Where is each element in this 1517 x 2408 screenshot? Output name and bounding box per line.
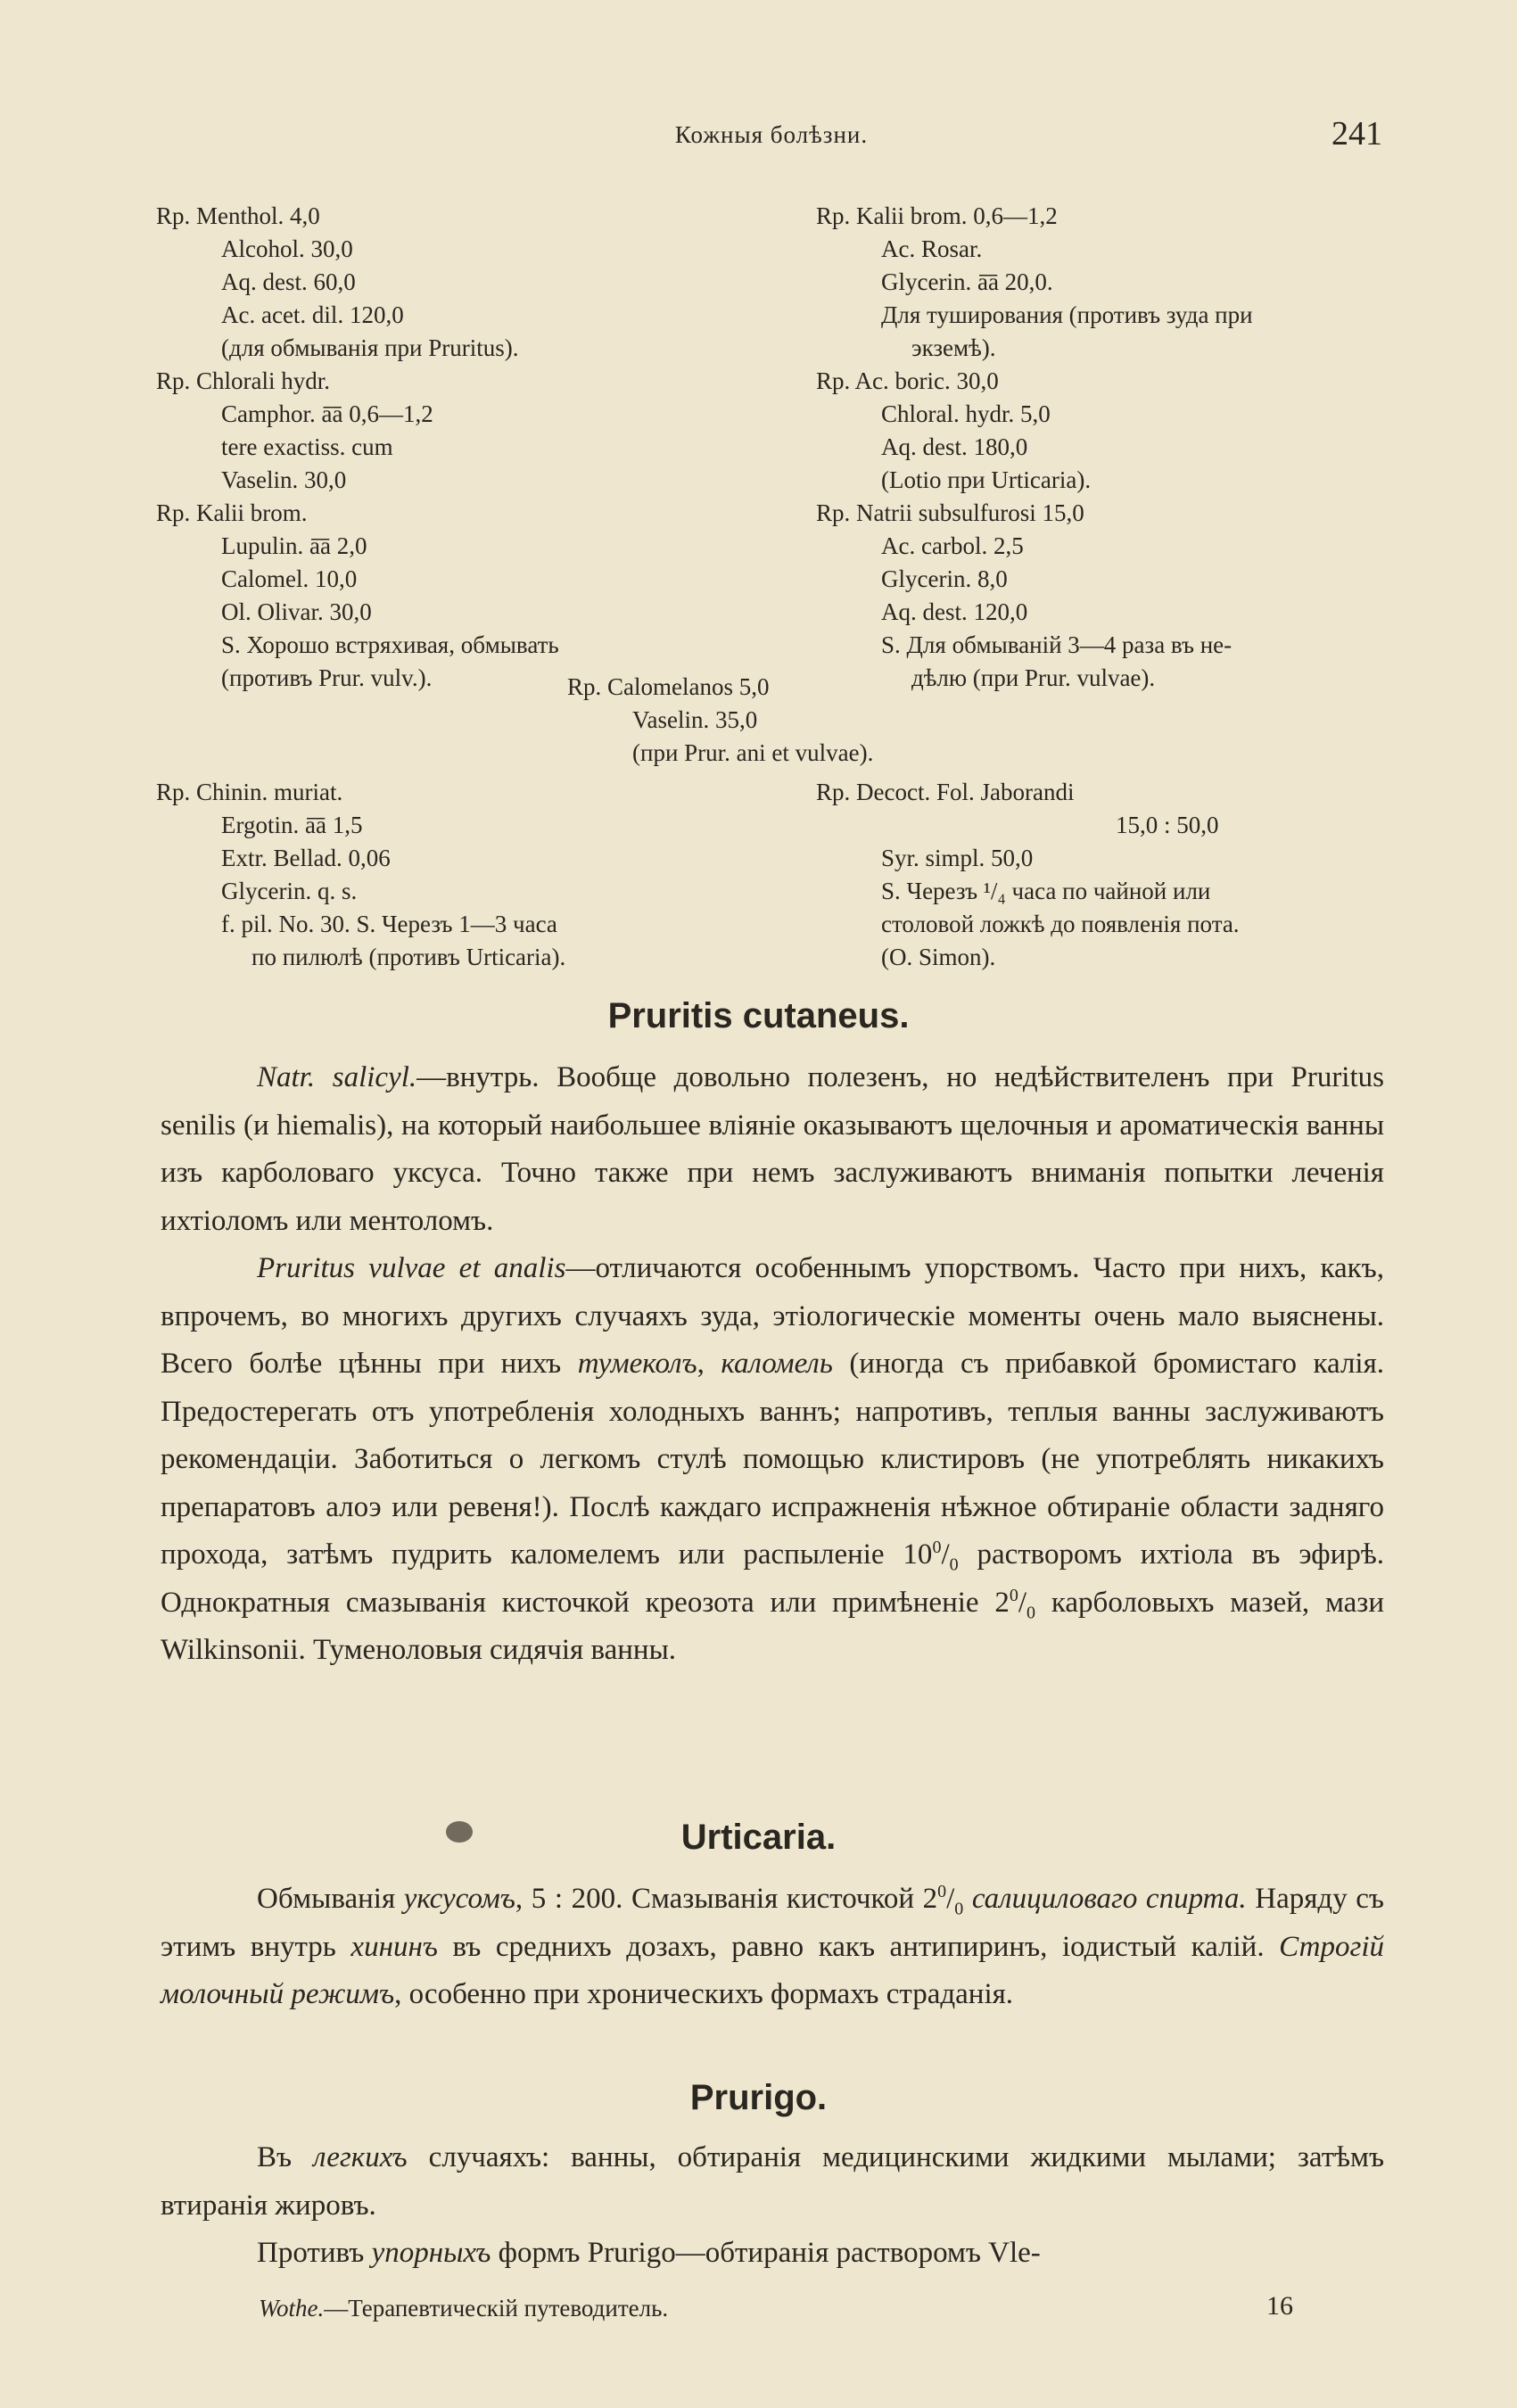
rx-line: Chloral. hydr. 5,0 [881, 400, 1051, 427]
rx-line: Rp. Decoct. Fol. Jaborandi [816, 779, 1075, 805]
rx-line: S. Черезъ ¹/₄ часа по чайной или [881, 878, 1211, 904]
rx-line: Glycerin. 8,0 [881, 565, 1008, 592]
drug-name: Natr. salicyl. [257, 1061, 417, 1093]
paragraph-text: Противъ [257, 2237, 372, 2269]
percent-sup: 0 [937, 1882, 947, 1901]
rx-line: столовой ложкѣ до появленія пота. [881, 911, 1240, 937]
rx-column-left-top [156, 200, 780, 695]
paragraph-text: , [697, 1348, 721, 1380]
term: упорныхъ [371, 2237, 491, 2269]
rx-line: Rp. Calomelanos 5,0 [567, 673, 770, 700]
rx-line: Ac. acet. dil. 120,0 [221, 301, 404, 328]
paragraph: Обмыванія уксусомъ, 5 : 200. Смазыванія кисточкой $2^0/_0$ салициловаго спирта. Наряду съ этимъ внутрь хининъ въ среднихъ дозахъ, равно какъ антипиринъ, іодистый калій. Строгій молочный режимъ, особенно при хроническихъ формахъ страданія. [161, 1882, 1385, 2010]
paragraph-text: карболовыхъ мазей, мази Wilkinsonii. Туменоловыя сидячія ванны. [161, 1586, 1384, 1666]
term: каломель [721, 1348, 833, 1380]
rx-line: Alcohol. 30,0 [221, 235, 353, 262]
rx-line: (при Prur. ani et vulvae). [632, 739, 874, 766]
prescription [816, 200, 1387, 365]
rx-line: Ol. Olivar. 30,0 [221, 598, 372, 625]
rx-line: Rp. Kalii brom. [156, 499, 308, 526]
term: тумеколъ [577, 1348, 697, 1380]
term: легкихъ [313, 2141, 408, 2173]
rx-column-right-top [816, 200, 1387, 695]
paragraph-text: —внутрь. Вообще довольно полезенъ, но недѣйствителенъ при Pruritus senilis (и hiemalis), на который наибольшее вліяніе оказываютъ щелочныя и ароматическія ванны изъ карболоваго уксуса. Точно также при немъ заслуживаютъ вниманія попытки леченія ихтіоломъ или ментоломъ. [161, 1061, 1384, 1237]
paragraph-text: случаяхъ: ванны, обтиранія медицинскими жидкими мылами; затѣмъ втиранія жировъ. [161, 2141, 1385, 2222]
rx-line: 15,0 : 50,0 [1116, 812, 1219, 838]
rx-line: f. pil. No. 30. S. Черезъ 1—3 часа [221, 911, 557, 937]
rx-line: Glycerin. q. s. [221, 878, 358, 904]
rx-column-left-bottom [156, 776, 780, 974]
rx-line: (противъ Prur. vulv.). [221, 664, 433, 691]
rx-line: Rp. Chinin. muriat. [156, 779, 343, 805]
rx-line: Для туширования (противъ зуда при [881, 301, 1253, 328]
rx-line: дѣлю (при Prur. vulvae). [911, 664, 1156, 691]
rx-line: Glycerin. ā̄ā 20,0. [881, 268, 1053, 295]
section-body-prurigo [161, 2134, 1384, 2278]
rx-line: Aq. dest. 180,0 [881, 433, 1028, 460]
rx-column-right-bottom [816, 776, 1387, 974]
paragraph [161, 1054, 1384, 1245]
paragraph-text: формъ Prurigo—обтиранія растворомъ Vle- [491, 2237, 1041, 2269]
paragraph-text: —отличаются особеннымъ упорствомъ. Часто при нихъ, какъ, впрочемъ, во многихъ другихъ случаяхъ зуда, этіологическіе моменты очень мало выяснены. Всего болѣе цѣнны при нихъ [161, 1252, 1384, 1380]
rx-line: по пилюлѣ (противъ Urticaria). [251, 944, 566, 970]
rx-line: Calomel. 10,0 [221, 565, 358, 592]
section-heading-urticaria: Urticaria. [680, 1818, 837, 1857]
rx-line: Lupulin. ā̄ā 2,0 [221, 532, 367, 559]
running-head [161, 114, 1382, 159]
rx-center [567, 671, 1013, 770]
term: Pruritus vulvae et analis [257, 1252, 566, 1284]
rx-line: Rp. Chlorali hydr. [156, 367, 330, 394]
rx-line: Rp. Natrii subsulfurosi 15,0 [816, 499, 1084, 526]
prescription [156, 365, 780, 497]
term: салициловаго спирта. [963, 1883, 1247, 1915]
paragraph-text: , 5 : 200. Смазыванія кисточкой 2 [515, 1883, 938, 1915]
term: хининъ [350, 1930, 438, 1963]
paragraph [161, 2230, 1384, 2278]
rx-line: (Lotio при Urticaria). [881, 466, 1092, 493]
term: Строгій молочный режимъ [161, 1930, 1384, 2010]
paragraph-text: въ среднихъ дозахъ, равно какъ антипиринъ, іодистый калій. [437, 1930, 1280, 1963]
percent-sub: 0 [954, 1899, 964, 1919]
footer [259, 2291, 1293, 2322]
prescription [156, 497, 780, 695]
paragraph-text: (иногда съ прибавкой бромистаго калія. Предостерегать отъ употребленія холодныхъ ваннъ; напротивъ, теплыя ванны заслуживаютъ рекомендаціи. Заботиться о легкомъ стулѣ помощью клистировъ (не употреблять никакихъ препаратовъ алоэ или ревеня!). Послѣ каждаго испражненія нѣжное обтираніе области задняго прохода, затѣмъ пудрить каломелемъ или распыленіе 10 [161, 1348, 1385, 1571]
paragraph [161, 2134, 1384, 2230]
rx-line: Ac. Rosar. [881, 235, 983, 262]
section-body-pruritus [161, 1054, 1384, 1675]
percent-sub: 0 [1026, 1603, 1036, 1623]
prescription [156, 200, 780, 365]
paragraph-text: Въ [257, 2141, 314, 2173]
section-heading-pruritus: Pruritis cutaneus. [607, 996, 910, 1035]
footer-author: Wothe. [259, 2295, 325, 2321]
percent-sub: 0 [949, 1554, 959, 1575]
page-number: 241 [1331, 115, 1382, 153]
rx-line: экземѣ). [911, 334, 996, 361]
percent-sup: 0 [932, 1538, 942, 1557]
section-heading-prurigo: Prurigo. [689, 2078, 828, 2117]
prescription [816, 497, 1387, 695]
prescription [816, 365, 1387, 497]
rx-line: Extr. Bellad. 0,06 [221, 845, 391, 871]
paragraph-text: Наряду съ этимъ внутрь [161, 1883, 1385, 1963]
running-title: Кожныя болѣзни. [674, 121, 869, 148]
rx-line: Camphor. ā̄ā 0,6—1,2 [221, 400, 433, 427]
paragraph-text: , особенно при хроническихъ формахъ страданія. [394, 1978, 1014, 2010]
rx-line: Vaselin. 35,0 [632, 706, 758, 733]
signature-mark: 16 [1266, 2291, 1293, 2321]
rx-line: Syr. simpl. 50,0 [881, 845, 1034, 871]
rx-line: S. Для обмываній 3—4 раза въ не- [881, 631, 1233, 658]
rx-line: Vaselin. 30,0 [221, 466, 347, 493]
paragraph-text: Обмыванія [257, 1883, 404, 1915]
rx-line: Rp. Kalii brom. 0,6—1,2 [816, 202, 1058, 229]
footer-title: —Терапевтическій путеводитель. [324, 2295, 669, 2321]
percent-sup: 0 [1009, 1585, 1018, 1605]
rx-line: (для обмыванія при Pruritus). [221, 334, 519, 361]
rx-line: Rp. Menthol. 4,0 [156, 202, 320, 229]
rx-line: Rp. Ac. boric. 30,0 [816, 367, 999, 394]
section-body-urticaria [161, 1876, 1384, 2019]
rx-line: Ac. carbol. 2,5 [881, 532, 1024, 559]
paragraph: Pruritus vulvae et analis—отличаются особеннымъ упорствомъ. Часто при нихъ, какъ, впрочемъ, во многихъ другихъ случаяхъ зуда, этіологическіе моменты очень мало выяснены. Всего болѣе цѣнны при нихъ тумеколъ, каломель (иногда съ прибавкой бромистаго калія. Предостерегать отъ употребленія холодныхъ ваннъ; напротивъ, теплыя ванны заслуживаютъ рекомендаціи. Заботиться о легкомъ стулѣ помощью клистировъ (не употреблять никакихъ препаратовъ алоэ или ревеня!). Послѣ каждаго испражненія нѣжное обтираніе области задняго прохода, затѣмъ пудрить каломелемъ или распыленіе $10^0/_0$ растворомъ ихтіола въ эфирѣ. Однократныя смазыванія кисточкой креозота или примѣненіе $2^0/_0$ карболовыхъ мазей, мази Wilkinsonii. Туменоловыя сидячія ванны. [161, 1252, 1385, 1666]
rx-line: Aq. dest. 60,0 [221, 268, 356, 295]
paragraph-text: растворомъ ихтіола въ эфирѣ. Однократныя смазыванія кисточкой креозота или примѣненіе 2 [161, 1538, 1384, 1619]
term: уксусомъ [403, 1883, 515, 1915]
rx-line: S. Хорошо встряхивая, обмывать [221, 631, 559, 658]
rx-line: (O. Simon). [881, 944, 996, 970]
rx-line: Aq. dest. 120,0 [881, 598, 1028, 625]
rx-line: tere exactiss. cum [221, 433, 393, 460]
rx-line: Ergotin. ā̄ā 1,5 [221, 812, 363, 838]
